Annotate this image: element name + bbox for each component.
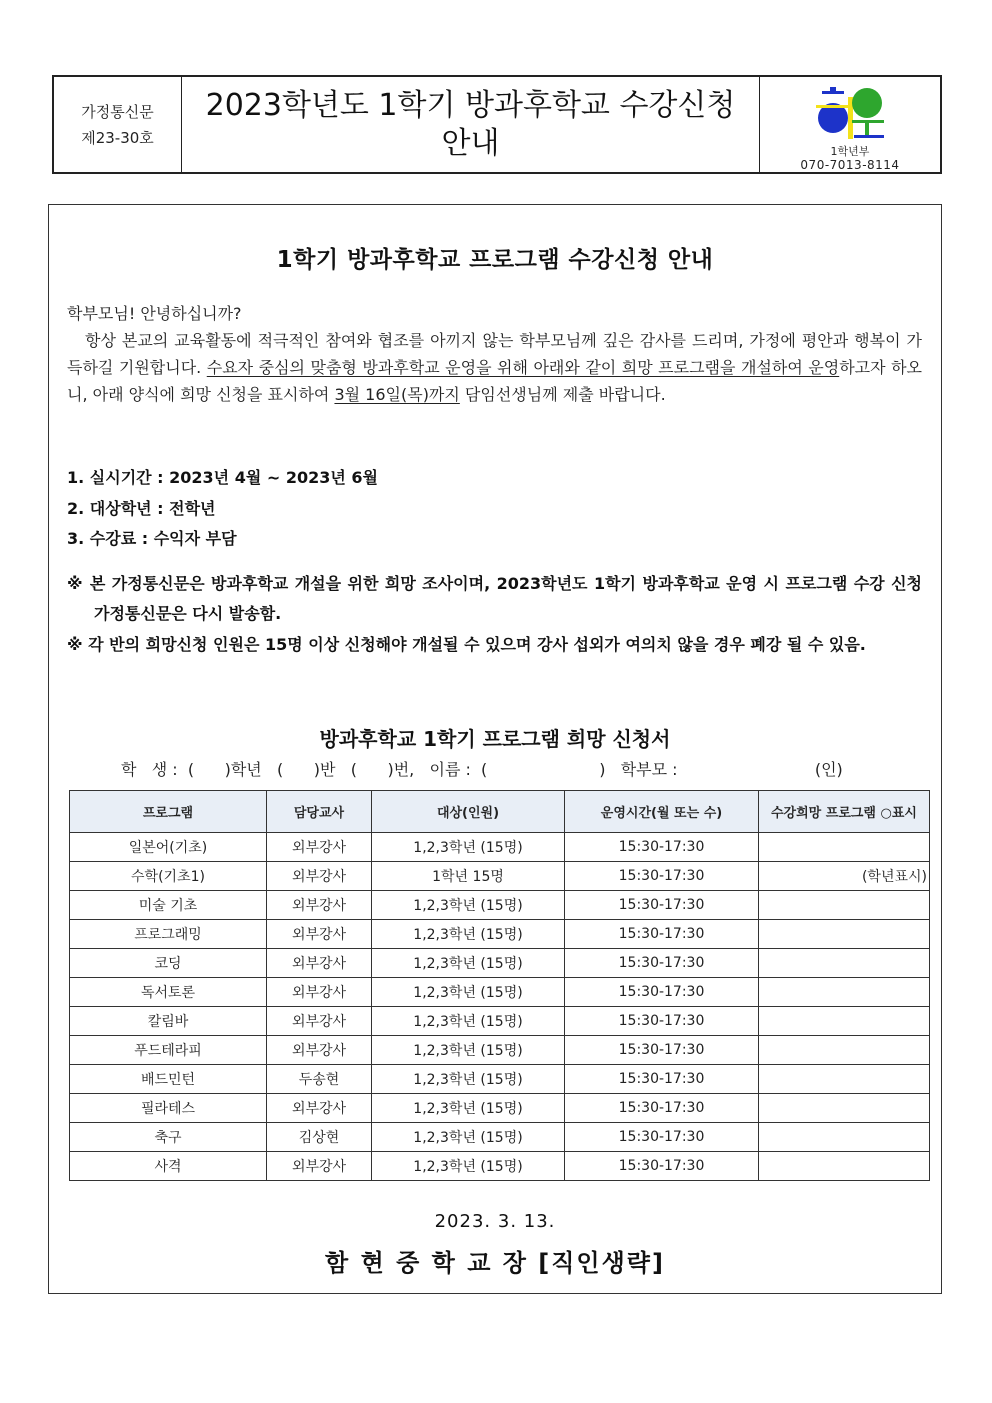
doc-title-line2: 안내 [441, 125, 500, 161]
header-teacher: 담당교사 [267, 791, 372, 833]
program-name: 필라테스 [70, 1094, 267, 1123]
info-grade: 2. 대상학년 : 전학년 [67, 499, 216, 518]
table-row [70, 862, 930, 891]
table-row [70, 833, 930, 862]
table-row [70, 920, 930, 949]
program-name: 수학(기초1) [70, 862, 267, 891]
program-name: 배드민턴 [70, 1065, 267, 1094]
mark-cell[interactable] [759, 891, 930, 920]
mark-cell[interactable] [759, 1007, 930, 1036]
note-enrollment: ※ 각 반의 희망신청 인원은 15명 이상 신청해야 개설될 수 있으며 강사 섭외가 여의치 않을 경우 폐강 될 수 있음. [67, 635, 866, 654]
doc-info-cell [54, 77, 182, 172]
time: 15:30-17:30 [565, 1123, 759, 1152]
mark-cell[interactable] [759, 949, 930, 978]
program-name: 칼림바 [70, 1007, 267, 1036]
principal-signature: 함 현 중 학 교 장 [직인생략] [325, 1249, 665, 1277]
teacher: 외부강사 [267, 1094, 372, 1123]
mark-cell[interactable] [759, 1123, 930, 1152]
target: 1,2,3학년 (15명) [372, 978, 565, 1007]
mark-cell[interactable] [759, 1065, 930, 1094]
time: 15:30-17:30 [565, 1152, 759, 1181]
program-name: 프로그래밍 [70, 920, 267, 949]
mark-cell[interactable] [759, 1036, 930, 1065]
body-text-2: 하고자 하오니, 아래 양식에 희망 신청을 표시하여 [67, 358, 922, 404]
student-info-line: 학 생 : ( )학년 ( )반 ( )번, 이름 : ( ) 학부모 : (인) [121, 760, 843, 779]
teacher: 외부강사 [267, 978, 372, 1007]
mark-cell[interactable] [759, 1094, 930, 1123]
dept-label: 1학년부 [830, 145, 870, 158]
greeting: 학부모님! 안녕하십니까? [67, 304, 242, 323]
program-name: 축구 [70, 1123, 267, 1152]
time: 15:30-17:30 [565, 949, 759, 978]
teacher: 외부강사 [267, 1007, 372, 1036]
header-target: 대상(인원) [372, 791, 565, 833]
target: 1,2,3학년 (15명) [372, 920, 565, 949]
main-title: 1학기 방과후학교 프로그램 수강신청 안내 [276, 247, 714, 273]
table-header-row [70, 791, 930, 833]
mark-cell[interactable] [759, 833, 930, 862]
mark-cell[interactable] [759, 978, 930, 1007]
header-program: 프로그램 [70, 791, 267, 833]
time: 15:30-17:30 [565, 1094, 759, 1123]
teacher: 외부강사 [267, 1152, 372, 1181]
mark-cell[interactable] [759, 1152, 930, 1181]
teacher: 외부강사 [267, 862, 372, 891]
time: 15:30-17:30 [565, 978, 759, 1007]
time: 15:30-17:30 [565, 891, 759, 920]
target: 1,2,3학년 (15명) [372, 1036, 565, 1065]
body-underline-1: 수요자 중심의 맞춤형 방과후학교 운영을 위해 아래와 같이 희망 프로그램을 개설하여 운영 [206, 358, 840, 377]
program-table [69, 790, 930, 1181]
mark-cell[interactable] [759, 920, 930, 949]
info-period: 1. 실시기간 : 2023년 4월 ~ 2023년 6월 [67, 468, 378, 487]
doc-title-line1: 2023학년도 1학기 방과후학교 수강신청 [205, 87, 736, 123]
doc-title-cell [182, 77, 760, 172]
doc-number: 제23-30호 [81, 128, 154, 147]
header-time: 운영시간(월 또는 수) [565, 791, 759, 833]
time: 15:30-17:30 [565, 1065, 759, 1094]
table-row [70, 1065, 930, 1094]
target: 1,2,3학년 (15명) [372, 1094, 565, 1123]
table-row [70, 949, 930, 978]
time: 15:30-17:30 [565, 1036, 759, 1065]
target: 1,2,3학년 (15명) [372, 1123, 565, 1152]
notice-header [52, 75, 942, 174]
teacher: 외부강사 [267, 949, 372, 978]
mark-cell[interactable]: (학년표시) [759, 862, 930, 891]
table-row [70, 1094, 930, 1123]
doc-type: 가정통신문 [81, 102, 154, 121]
teacher: 외부강사 [267, 833, 372, 862]
deadline-text: 3월 16일(목)까지 [334, 385, 460, 404]
note-survey: ※ 본 가정통신문은 방과후학교 개설을 위한 희망 조사이며, 2023학년도 1학기 방과후학교 운영 시 프로그램 수강 신청 가정통신문은 다시 발송함. [67, 574, 922, 623]
teacher: 외부강사 [267, 1036, 372, 1065]
table-row [70, 1007, 930, 1036]
target: 1,2,3학년 (15명) [372, 949, 565, 978]
time: 15:30-17:30 [565, 1007, 759, 1036]
target: 1,2,3학년 (15명) [372, 1007, 565, 1036]
teacher: 김상현 [267, 1123, 372, 1152]
body-text-1: 항상 본교의 교육활동에 적극적인 참여와 협조를 아끼지 않는 학부모님께 깊은 감사를 드리며, 가정에 평안과 행복이 가득하길 기원합니다. [67, 331, 922, 377]
notice-body [48, 204, 942, 1294]
target: 1,2,3학년 (15명) [372, 891, 565, 920]
target: 1,2,3학년 (15명) [372, 1065, 565, 1094]
phone-number: 070-7013-8114 [800, 158, 900, 172]
program-name: 코딩 [70, 949, 267, 978]
target: 1,2,3학년 (15명) [372, 833, 565, 862]
table-row [70, 891, 930, 920]
school-logo-icon [814, 85, 886, 141]
program-name: 사격 [70, 1152, 267, 1181]
form-title: 방과후학교 1학기 프로그램 희망 신청서 [319, 727, 671, 751]
table-row [70, 1152, 930, 1181]
program-name: 미술 기초 [70, 891, 267, 920]
body-paragraph [67, 327, 922, 408]
program-name: 독서토론 [70, 978, 267, 1007]
program-name: 푸드테라피 [70, 1036, 267, 1065]
time: 15:30-17:30 [565, 920, 759, 949]
target: 1학년 15명 [372, 862, 565, 891]
time: 15:30-17:30 [565, 833, 759, 862]
table-row [70, 1123, 930, 1152]
table-row [70, 1036, 930, 1065]
issue-date: 2023. 3. 13. [434, 1211, 556, 1232]
time: 15:30-17:30 [565, 862, 759, 891]
table-row [70, 978, 930, 1007]
teacher: 외부강사 [267, 920, 372, 949]
program-name: 일본어(기초) [70, 833, 267, 862]
target: 1,2,3학년 (15명) [372, 1152, 565, 1181]
school-logo-cell [760, 77, 940, 172]
info-fee: 3. 수강료 : 수익자 부담 [67, 529, 237, 548]
teacher: 외부강사 [267, 891, 372, 920]
body-text-3: 담임선생님께 제출 바랍니다. [459, 385, 666, 404]
teacher: 두송현 [267, 1065, 372, 1094]
header-mark: 수강희망 프로그램 ○표시 [759, 791, 930, 833]
